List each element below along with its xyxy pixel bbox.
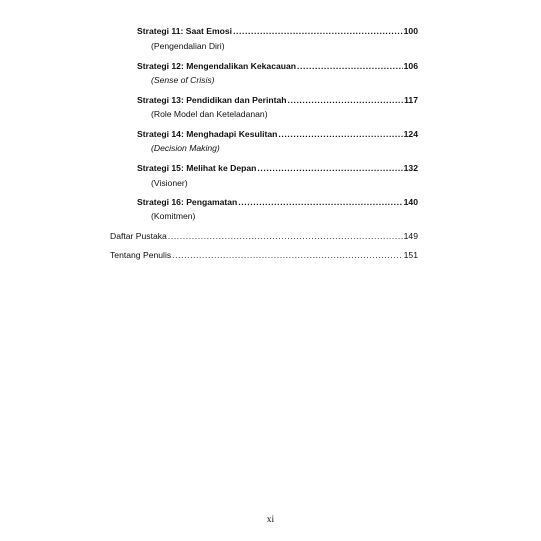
toc-entry-strategi-16[interactable] xyxy=(137,197,418,208)
toc-entry-page-number: 117 xyxy=(404,95,418,105)
toc-entry-page-number: 100 xyxy=(403,26,418,36)
toc-entry-strategi-15[interactable] xyxy=(137,163,418,174)
toc-entry-strategi-13[interactable] xyxy=(137,95,418,106)
toc-entry-title: Strategi 15: Melihat ke Depan xyxy=(137,163,257,173)
toc-dot-leader xyxy=(233,26,403,37)
toc-dot-leader xyxy=(172,250,403,261)
toc-entry-page-number: 132 xyxy=(403,163,418,173)
toc-entry-title: Strategi 12: Mengendalikan Kekacauan xyxy=(137,61,297,71)
toc-dot-leader xyxy=(278,129,402,140)
toc-entry-title: Strategi 14: Menghadapi Kesulitan xyxy=(137,129,278,139)
toc-entry-subtitle: (Visioner) xyxy=(151,178,188,188)
toc-entry-daftar-pustaka[interactable] xyxy=(110,231,418,242)
toc-entry-title: Strategi 16: Pengamatan xyxy=(137,197,238,207)
toc-dot-leader xyxy=(287,95,403,106)
toc-entry-strategi-12[interactable] xyxy=(137,61,418,72)
toc-entry-subtitle: (Pengendalian Diri) xyxy=(151,41,225,51)
toc-dot-leader xyxy=(257,163,402,174)
toc-entry-title: Strategi 13: Pendidikan dan Perintah xyxy=(137,95,287,105)
toc-entry-title: Strategi 11: Saat Emosi xyxy=(137,26,233,36)
toc-entry-page-number: 106 xyxy=(403,61,418,71)
toc-entry-subtitle: (Decision Making) xyxy=(151,143,220,153)
toc-entry-subtitle: (Sense of Crisis) xyxy=(151,75,215,85)
toc-entry-title: Daftar Pustaka xyxy=(110,231,167,241)
toc-entry-page-number: 149 xyxy=(403,231,418,241)
toc-entry-title: Tentang Penulis xyxy=(110,250,172,260)
toc-entry-subtitle: (Komitmen) xyxy=(151,211,196,221)
toc-entry-page-number: 124 xyxy=(403,129,418,139)
toc-entry-page-number: 140 xyxy=(403,197,418,207)
toc-entry-page-number: 151 xyxy=(403,250,418,260)
toc-dot-leader xyxy=(168,231,403,242)
toc-dot-leader xyxy=(238,197,402,208)
toc-dot-leader xyxy=(297,61,403,72)
page-number: xi xyxy=(266,515,275,525)
toc-entry-strategi-14[interactable] xyxy=(137,129,418,140)
toc-entry-strategi-11[interactable] xyxy=(137,26,418,37)
toc-entry-tentang-penulis[interactable] xyxy=(110,250,418,261)
toc-entry-subtitle: (Role Model dan Keteladanan) xyxy=(151,109,268,119)
